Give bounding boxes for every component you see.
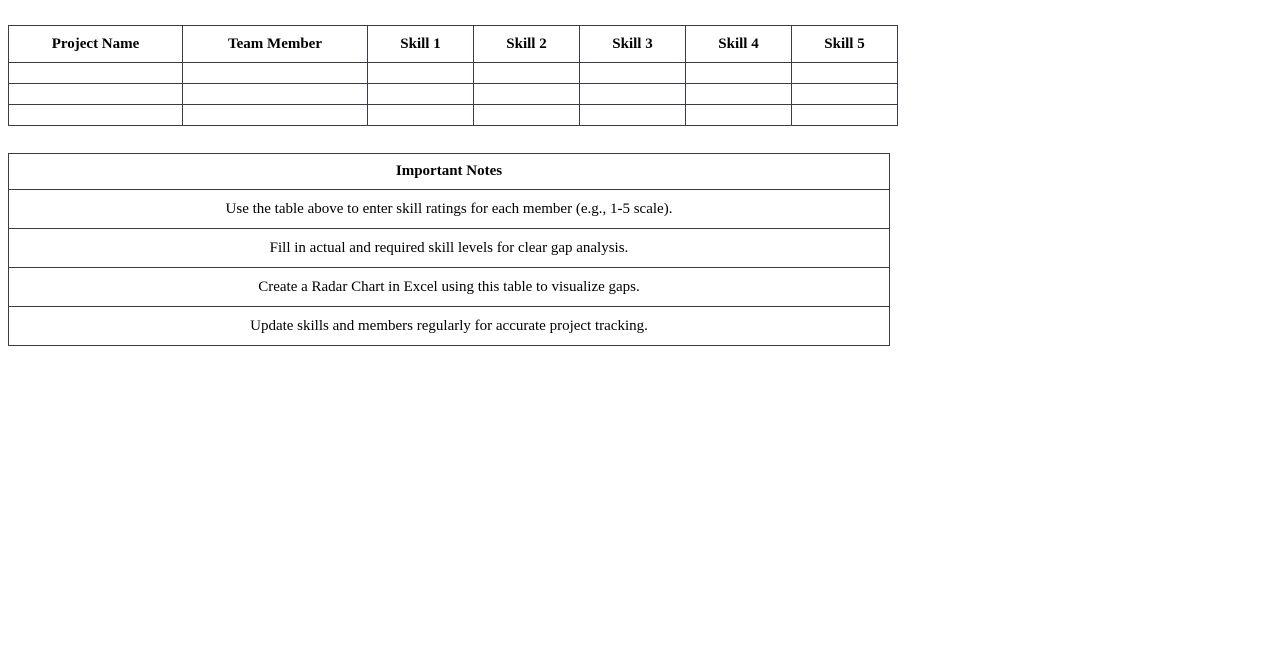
column-header-project-name: Project Name bbox=[9, 26, 183, 63]
list-item bbox=[9, 307, 890, 346]
cell-skill-5[interactable] bbox=[792, 63, 898, 84]
note-text-4: Update skills and members regularly for accurate project tracking. bbox=[9, 307, 890, 346]
cell-skill-1[interactable] bbox=[368, 105, 474, 126]
table-row[interactable] bbox=[9, 105, 898, 126]
column-header-skill-3: Skill 3 bbox=[580, 26, 686, 63]
table-header-row bbox=[9, 26, 898, 63]
cell-skill-4[interactable] bbox=[686, 84, 792, 105]
cell-skill-5[interactable] bbox=[792, 84, 898, 105]
cell-skill-3[interactable] bbox=[580, 105, 686, 126]
cell-project-name[interactable] bbox=[9, 105, 183, 126]
cell-project-name[interactable] bbox=[9, 84, 183, 105]
cell-skill-3[interactable] bbox=[580, 63, 686, 84]
note-text-2: Fill in actual and required skill levels for clear gap analysis. bbox=[9, 229, 890, 268]
cell-team-member[interactable] bbox=[183, 63, 368, 84]
column-header-skill-1: Skill 1 bbox=[368, 26, 474, 63]
table-row[interactable] bbox=[9, 63, 898, 84]
column-header-skill-4: Skill 4 bbox=[686, 26, 792, 63]
cell-team-member[interactable] bbox=[183, 105, 368, 126]
cell-skill-2[interactable] bbox=[474, 84, 580, 105]
table-row[interactable] bbox=[9, 84, 898, 105]
cell-skill-1[interactable] bbox=[368, 63, 474, 84]
cell-skill-3[interactable] bbox=[580, 84, 686, 105]
note-text-3: Create a Radar Chart in Excel using this table to visualize gaps. bbox=[9, 268, 890, 307]
notes-table-head bbox=[9, 154, 890, 190]
list-item bbox=[9, 268, 890, 307]
important-notes-table bbox=[8, 153, 890, 346]
note-text-1: Use the table above to enter skill ratings for each member (e.g., 1-5 scale). bbox=[9, 190, 890, 229]
skills-table-head bbox=[9, 26, 898, 63]
column-header-team-member: Team Member bbox=[183, 26, 368, 63]
column-header-skill-5: Skill 5 bbox=[792, 26, 898, 63]
cell-skill-5[interactable] bbox=[792, 105, 898, 126]
cell-team-member[interactable] bbox=[183, 84, 368, 105]
column-header-skill-2: Skill 2 bbox=[474, 26, 580, 63]
skills-matrix-table bbox=[8, 25, 898, 126]
notes-header-row bbox=[9, 154, 890, 190]
notes-title: Important Notes bbox=[9, 154, 890, 190]
cell-skill-2[interactable] bbox=[474, 63, 580, 84]
cell-skill-4[interactable] bbox=[686, 63, 792, 84]
skills-table-body bbox=[9, 63, 898, 126]
cell-skill-1[interactable] bbox=[368, 84, 474, 105]
list-item bbox=[9, 190, 890, 229]
cell-skill-2[interactable] bbox=[474, 105, 580, 126]
list-item bbox=[9, 229, 890, 268]
cell-skill-4[interactable] bbox=[686, 105, 792, 126]
cell-project-name[interactable] bbox=[9, 63, 183, 84]
notes-table-body bbox=[9, 190, 890, 346]
